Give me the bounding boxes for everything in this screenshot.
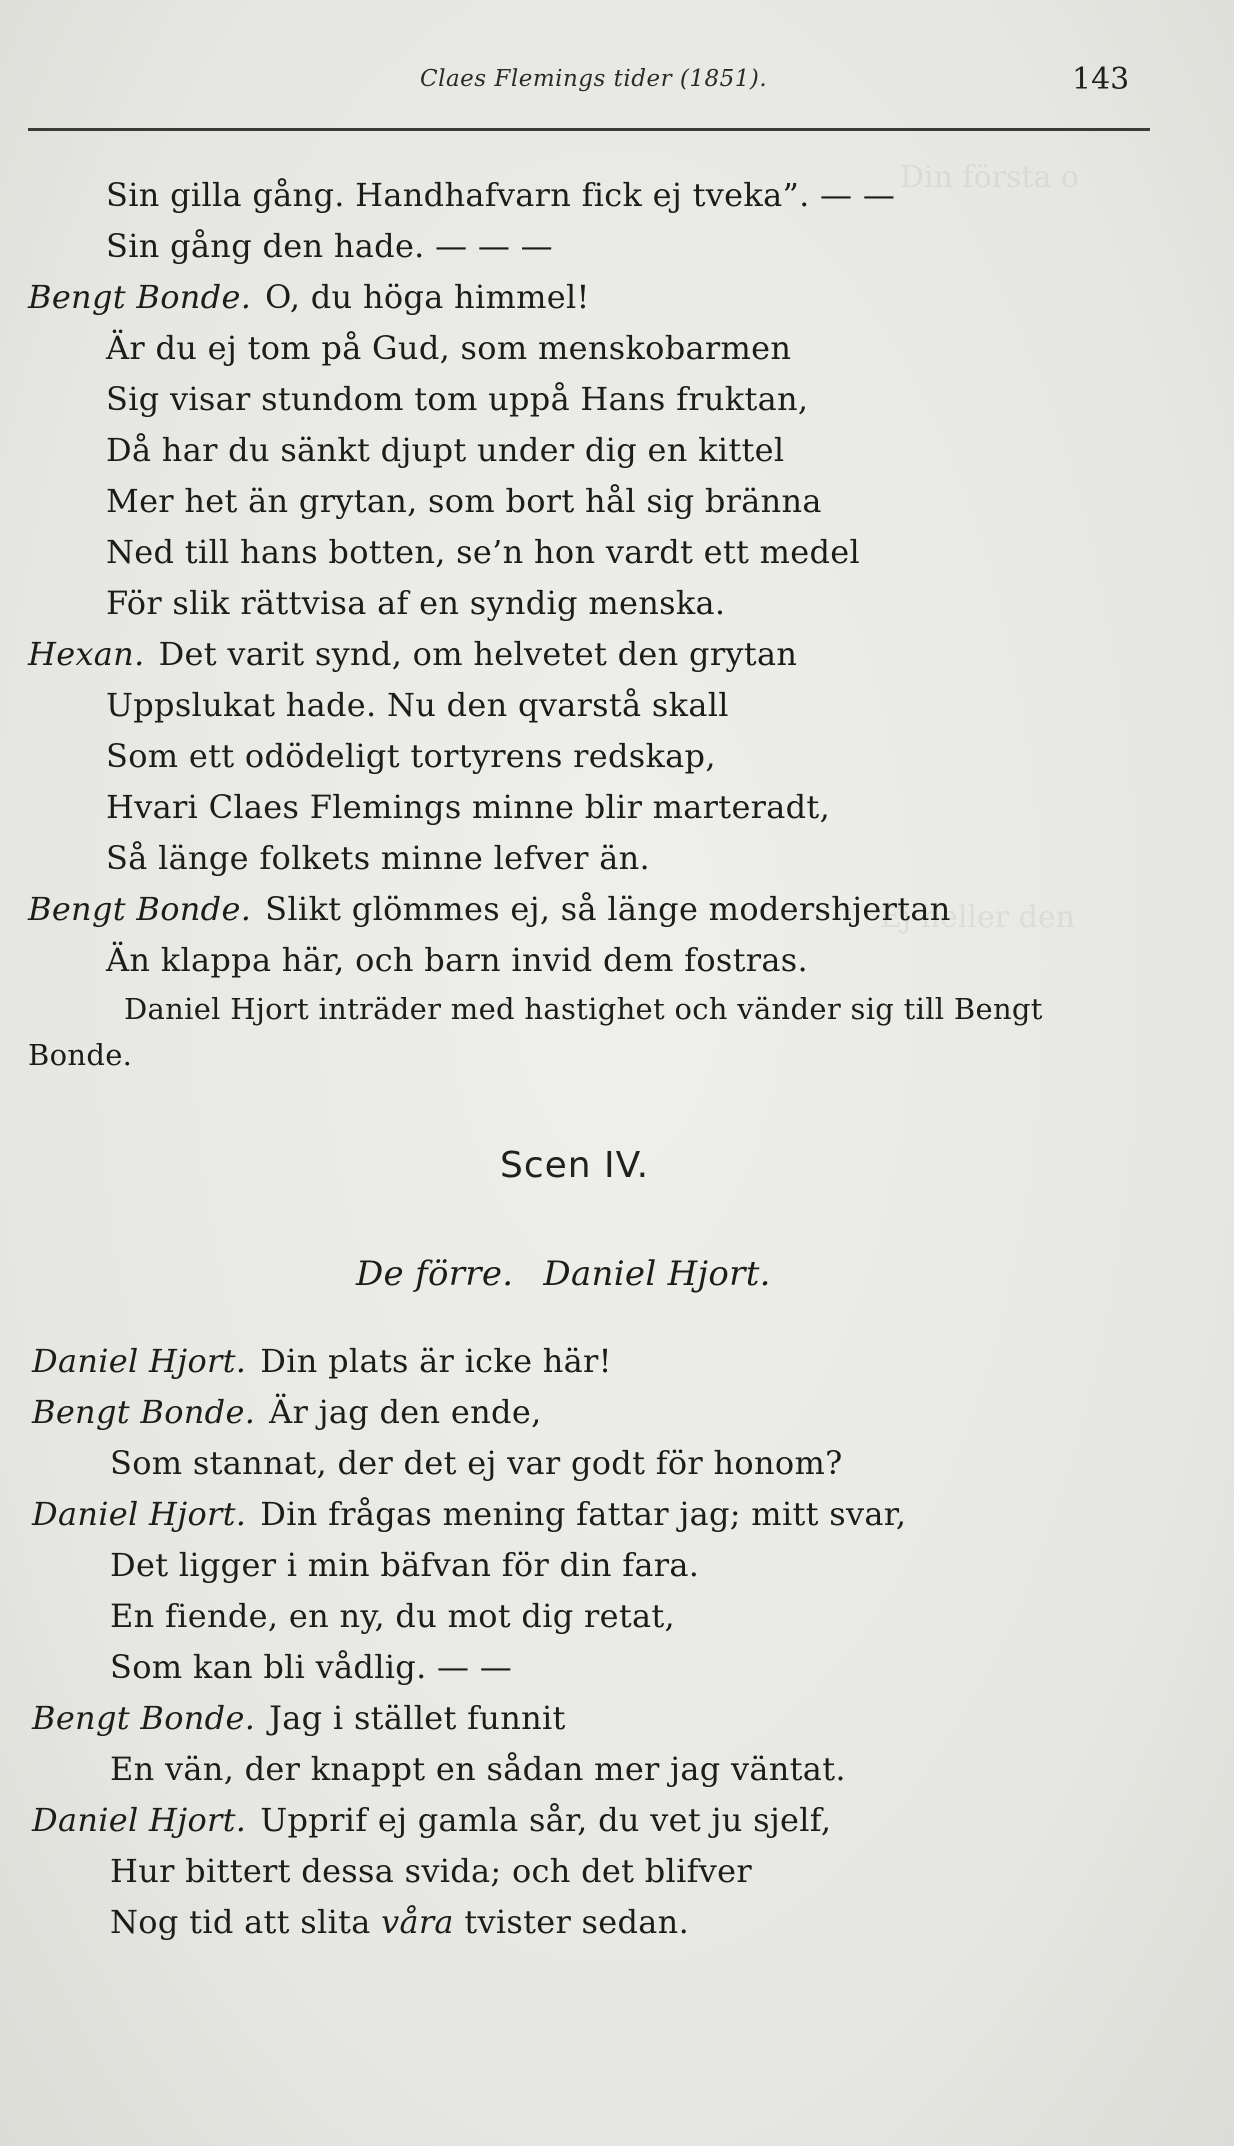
bleed-through-text: Din första o bbox=[900, 160, 1079, 195]
line-text: Mer het än grytan, som bort hål sig bränna bbox=[106, 482, 822, 520]
stage-direction-text: Bonde. bbox=[28, 1038, 133, 1072]
line-text: Det varit synd, om helvetet den grytan bbox=[158, 635, 798, 673]
dialogue-line bbox=[0, 1693, 1234, 1744]
line-text: Det ligger i min bäfvan för din fara. bbox=[110, 1546, 700, 1584]
line-text: Hvari Claes Flemings minne blir marteradt, bbox=[106, 788, 831, 826]
verse-line bbox=[0, 170, 1234, 221]
cast-part: Daniel Hjort. bbox=[543, 1254, 771, 1294]
dialogue-line bbox=[0, 1387, 1234, 1438]
dialogue-line bbox=[0, 1591, 1234, 1642]
dialogue-line bbox=[0, 1336, 1234, 1387]
line-text: Din frågas mening fattar jag; mitt svar, bbox=[260, 1495, 907, 1533]
speaker-name: Bengt Bonde. bbox=[32, 1699, 256, 1737]
dialogue-line bbox=[0, 1438, 1234, 1489]
line-text: Sig visar stundom tom uppå Hans fruktan, bbox=[106, 380, 809, 418]
verse-line bbox=[0, 680, 1234, 731]
line-text: Din plats är icke här! bbox=[260, 1342, 612, 1380]
emphasized-word: våra bbox=[381, 1903, 454, 1941]
line-text: Sin gång den hade. — — — bbox=[106, 227, 553, 265]
line-text: Sin gilla gång. Handhafvarn fick ej tveka”. — — bbox=[106, 176, 896, 214]
line-text: Som kan bli vådlig. — — bbox=[110, 1648, 513, 1686]
line-text: Jag i stället funnit bbox=[269, 1699, 566, 1737]
scene-heading bbox=[0, 1134, 1234, 1198]
verse-line bbox=[0, 833, 1234, 884]
scene-title: Scen IV. bbox=[500, 1145, 650, 1186]
line-text: O, du höga himmel! bbox=[265, 278, 590, 316]
speaker-name: Bengt Bonde. bbox=[28, 278, 252, 316]
speaker-name: Daniel Hjort. bbox=[32, 1801, 247, 1839]
line-text: En vän, der knappt en sådan mer jag väntat. bbox=[110, 1750, 846, 1788]
line-text: En fiende, en ny, du mot dig retat, bbox=[110, 1597, 676, 1635]
line-text: Hur bittert dessa svida; och det blifver bbox=[110, 1852, 752, 1890]
line-text: Slikt glömmes ej, så länge modershjertan bbox=[265, 890, 951, 928]
page-number: 143 bbox=[1072, 62, 1130, 97]
line-text: Uppslukat hade. Nu den qvarstå skall bbox=[106, 686, 729, 724]
speaker-name: Bengt Bonde. bbox=[28, 890, 252, 928]
speaker-name: Daniel Hjort. bbox=[32, 1342, 247, 1380]
dialogue-line bbox=[0, 1540, 1234, 1591]
dialogue-line bbox=[0, 1795, 1234, 1846]
line-text: Ned till hans botten, se’n hon vardt ett medel bbox=[106, 533, 861, 571]
line-text: För slik rättvisa af en syndig menska. bbox=[106, 584, 726, 622]
speaker-name: Bengt Bonde. bbox=[32, 1393, 256, 1431]
line-text: tvister sedan. bbox=[464, 1903, 690, 1941]
verse-line bbox=[0, 221, 1234, 272]
stage-direction-text: Daniel Hjort inträder med hastighet och vänder sig till Bengt bbox=[124, 992, 1043, 1026]
line-text: Upprif ej gamla sår, du vet ju sjelf, bbox=[260, 1801, 832, 1839]
verse-line bbox=[0, 578, 1234, 629]
speaker-name: Hexan. bbox=[28, 635, 145, 673]
verse-line bbox=[0, 323, 1234, 374]
dialogue-line bbox=[0, 1642, 1234, 1693]
dialogue-line bbox=[0, 1744, 1234, 1795]
verse-line bbox=[0, 425, 1234, 476]
header-rule bbox=[28, 128, 1150, 131]
verse-line bbox=[0, 629, 1234, 680]
bleed-through-text: Ej heller den bbox=[880, 900, 1075, 935]
running-title: Claes Flemings tider (1851). bbox=[420, 66, 768, 92]
stage-direction bbox=[0, 1032, 1234, 1078]
verse-line bbox=[0, 935, 1234, 986]
running-header bbox=[0, 58, 1234, 108]
dialogue-line bbox=[0, 1846, 1234, 1897]
line-text: Som ett odödeligt tortyrens redskap, bbox=[106, 737, 716, 775]
line-text: Då har du sänkt djupt under dig en kittel bbox=[106, 431, 785, 469]
line-text: Nog tid att slita bbox=[110, 1903, 371, 1941]
line-text: Som stannat, der det ej var godt för honom? bbox=[110, 1444, 843, 1482]
dialogue-line bbox=[0, 1489, 1234, 1540]
verse-line bbox=[0, 731, 1234, 782]
verse-line bbox=[0, 476, 1234, 527]
cast-part: De förre. bbox=[356, 1254, 514, 1294]
line-text: Är jag den ende, bbox=[269, 1393, 542, 1431]
verse-line bbox=[0, 884, 1234, 935]
verse-line bbox=[0, 527, 1234, 578]
verse-line bbox=[0, 782, 1234, 833]
dialogue-line bbox=[0, 1897, 1234, 1948]
verse-line bbox=[0, 272, 1234, 323]
stage-direction bbox=[0, 986, 1234, 1032]
verse-text bbox=[0, 170, 1234, 1948]
line-text: Så länge folkets minne lefver än. bbox=[106, 839, 650, 877]
line-text: Än klappa här, och barn invid dem fostras. bbox=[106, 941, 808, 979]
line-text: Är du ej tom på Gud, som menskobarmen bbox=[106, 329, 792, 367]
cast-list bbox=[0, 1244, 1234, 1304]
speaker-name: Daniel Hjort. bbox=[32, 1495, 247, 1533]
verse-line bbox=[0, 374, 1234, 425]
